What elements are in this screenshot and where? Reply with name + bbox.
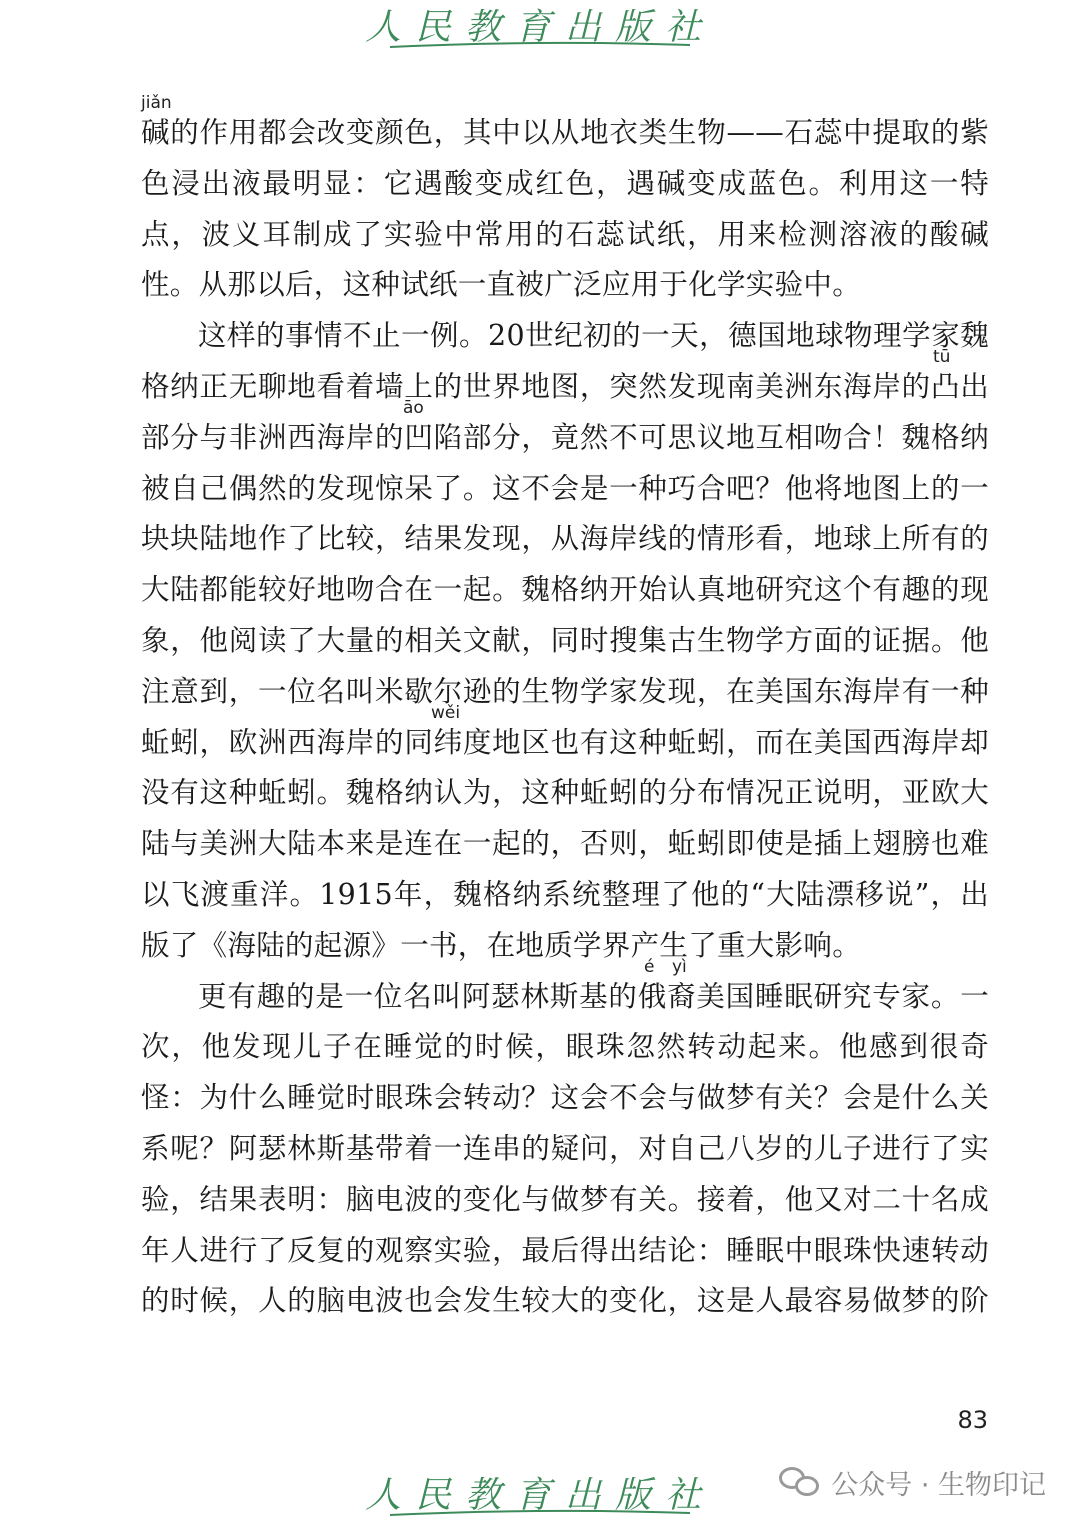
- text-line-content: 次，他发现儿子在睡觉的时候，眼珠忽然转动起来。他感到很奇: [141, 1030, 989, 1064]
- text-line: [141, 1073, 989, 1124]
- page-number: 83: [957, 1406, 988, 1434]
- text-line: [141, 464, 989, 515]
- text-line-content: 版了《海陆的起源》一书，在地质学界产生了重大影响。: [141, 928, 862, 962]
- text-line: [141, 1276, 989, 1327]
- logo-swoosh-icon: [390, 1510, 690, 1516]
- text-line: [141, 1226, 989, 1277]
- text-line: [141, 260, 989, 311]
- text-line-content: 点，波义耳制成了实验中常用的石蕊试纸，用来检测溶液的酸碱: [141, 217, 989, 251]
- text-line-content: 的时候，人的脑电波也会发生较大的变化，这是人最容易做梦的阶: [141, 1284, 989, 1318]
- text-line-content: 系呢？阿瑟林斯基带着一连串的疑问，对自己八岁的儿子进行了实: [141, 1131, 989, 1165]
- text-line-content: 更有趣的是一位名叫阿瑟林斯基的俄裔美国睡眠研究专家。一: [198, 979, 989, 1013]
- text-line: [141, 667, 989, 718]
- text-line: [141, 870, 989, 921]
- pinyin-annotation: é: [644, 956, 655, 977]
- text-line-content: 性。从那以后，这种试纸一直被广泛应用于化学实验中。: [141, 268, 862, 302]
- text-line: [141, 514, 989, 565]
- text-line: [141, 159, 989, 210]
- watermark-text: 公众号 · 生物印记: [831, 1469, 1046, 1501]
- text-line-content: 怪：为什么睡觉时眼珠会转动？这会不会与做梦有关？会是什么关: [141, 1081, 989, 1115]
- text-line-content: 蚯蚓，欧洲西海岸的同纬度地区也有这种蚯蚓，而在美国西海岸却: [141, 725, 989, 759]
- pinyin-annotation: yì: [672, 956, 687, 977]
- text-line-content: 象，他阅读了大量的相关文献，同时搜集古生物学方面的证据。他: [141, 623, 989, 657]
- publisher-logo-header: 人民教育出版社: [364, 7, 715, 48]
- text-line-content: 大陆都能较好地吻合在一起。魏格纳开始认真地研究这个有趣的现: [141, 573, 989, 607]
- pinyin-annotation: tū: [933, 346, 951, 367]
- text-line-content: 色浸出液最明显：它遇酸变成红色，遇碱变成蓝色。利用这一特: [141, 166, 989, 200]
- logo-swoosh-icon: [390, 42, 690, 48]
- text-line: [141, 616, 989, 667]
- text-line: [141, 565, 989, 616]
- pinyin-annotation: jiǎn: [141, 93, 172, 113]
- text-line-content: 部分与非洲西海岸的凹陷部分，竟然不可思议地互相吻合！魏格纳: [141, 420, 989, 454]
- text-line: [141, 1175, 989, 1226]
- text-line: [141, 921, 989, 972]
- text-line: [141, 1124, 989, 1175]
- text-line: [141, 93, 989, 159]
- paragraph-start-line: [141, 956, 989, 1023]
- body-text: [141, 93, 989, 1327]
- text-line-content: 年人进行了反复的观察实验，最后得出结论：睡眠中眼珠快速转动: [141, 1233, 989, 1267]
- text-line: [141, 210, 989, 261]
- text-line-content: 被自己偶然的发现惊呆了。这不会是一种巧合吧？他将地图上的一: [141, 471, 989, 505]
- pinyin-annotation: āo: [403, 397, 424, 418]
- text-line-content: 格纳正无聊地看着墙上的世界地图，突然发现南美洲东海岸的凸出: [141, 369, 989, 403]
- text-line: [141, 346, 989, 413]
- text-line-content: 这样的事情不止一例。20世纪初的一天，德国地球物理学家魏: [198, 319, 989, 353]
- wechat-watermark: [779, 1462, 1046, 1502]
- text-line: [141, 1022, 989, 1073]
- text-line: [141, 768, 989, 819]
- text-line-content: 没有这种蚯蚓。魏格纳认为，这种蚯蚓的分布情况正说明，亚欧大: [141, 776, 989, 810]
- text-line-content: 验，结果表明：脑电波的变化与做梦有关。接着，他又对二十名成: [141, 1182, 989, 1216]
- text-line: [141, 397, 989, 464]
- text-line-content: 陆与美洲大陆本来是连在一起的，否则，蚯蚓即使是插上翅膀也难: [141, 827, 989, 861]
- text-line-content: 以飞渡重洋。1915年，魏格纳系统整理了他的“大陆漂移说”，出: [141, 877, 989, 911]
- text-line-content: 碱的作用都会改变颜色，其中以从地衣类生物——石蕊中提取的紫: [141, 116, 989, 149]
- text-line: [141, 819, 989, 870]
- paragraph-start-line: [141, 311, 989, 362]
- pinyin-annotation: wěi: [431, 702, 461, 723]
- text-line-content: 注意到，一位名叫米歇尔逊的生物学家发现，在美国东海岸有一种: [141, 674, 989, 708]
- text-line-content: 块块陆地作了比较，结果发现，从海岸线的情形看，地球上所有的: [141, 522, 989, 556]
- publisher-logo-footer: 人民教育出版社: [364, 1475, 715, 1516]
- text-line: [141, 702, 989, 769]
- wechat-icon: [779, 1465, 821, 1499]
